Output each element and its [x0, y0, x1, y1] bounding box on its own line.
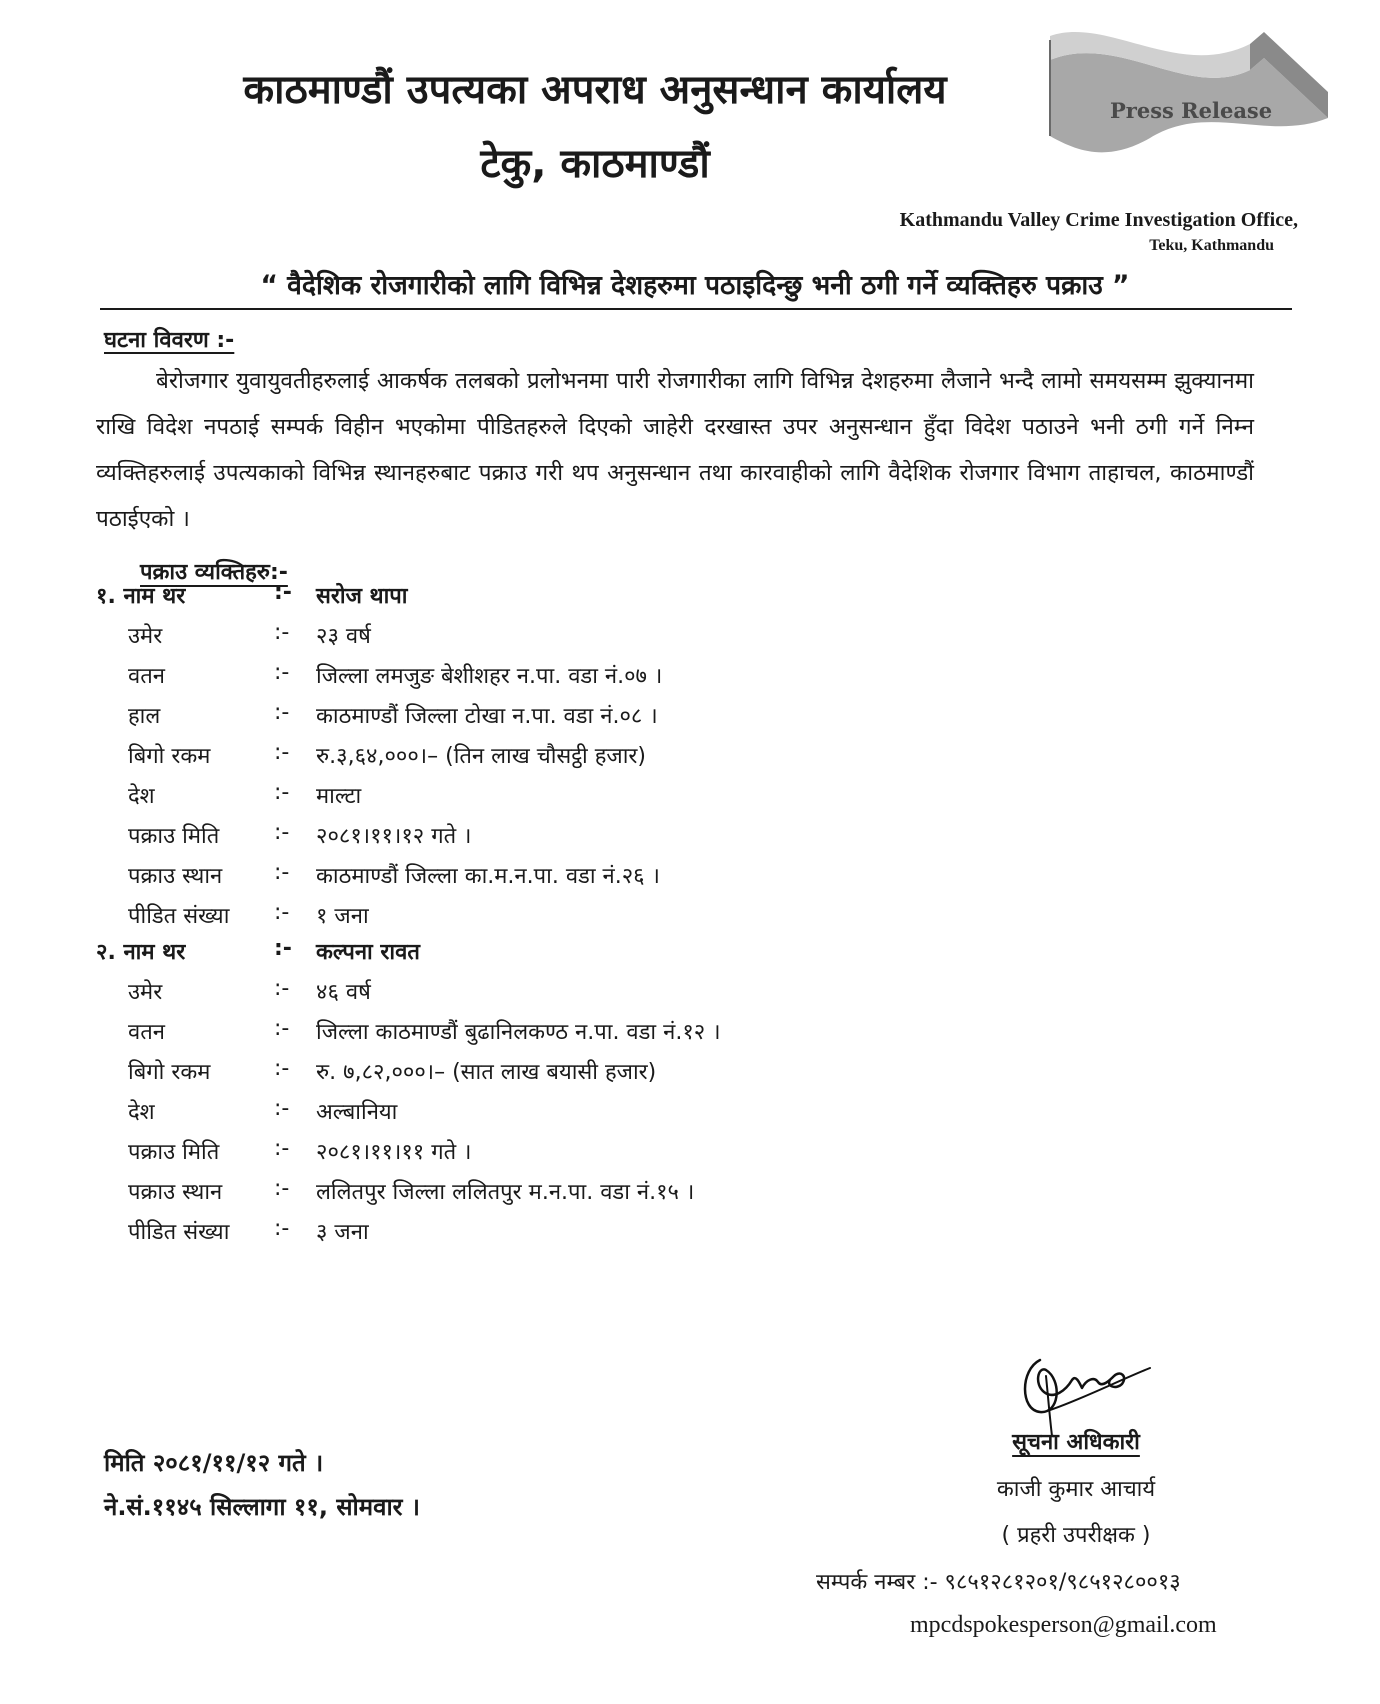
field-label: वतन: [128, 664, 165, 689]
separator: :-: [274, 580, 292, 605]
handwritten-signature: [1010, 1340, 1160, 1440]
headline: “ वैदेशिक रोजगारीको लागि विभिन्न देशहरुमा पठाइदिन्छु भनी ठगी गर्ने व्यक्तिहरु पक्राउ ”: [260, 270, 1130, 301]
person-2-name: कल्पना रावत: [316, 940, 420, 965]
separator: :-: [274, 780, 290, 805]
person-1-amount-row: [0, 740, 1300, 780]
separator: :-: [274, 620, 290, 645]
field-value: अल्बानिया: [316, 1100, 398, 1125]
separator: :-: [274, 860, 290, 885]
officer-name: काजी कुमार आचार्य: [996, 1477, 1156, 1502]
field-value: ३ जना: [316, 1220, 369, 1245]
field-value: माल्टा: [316, 784, 362, 809]
field-label: बिगो रकम: [128, 1060, 211, 1085]
field-label: उमेर: [128, 624, 163, 649]
separator: :-: [274, 936, 292, 961]
field-value: २०८१।११।१२ गते ।: [316, 824, 472, 849]
separator: :-: [274, 1136, 290, 1161]
person-1-age-row: [0, 620, 1300, 660]
field-value: रु.३,६४,०००।– (तिन लाख चौसट्ठी हजार): [316, 744, 647, 769]
separator: :-: [274, 820, 290, 845]
person-2-victim-count-row: [0, 1216, 1300, 1256]
field-label: उमेर: [128, 980, 163, 1005]
incident-text: बेरोजगार युवायुवतीहरुलाई आकर्षक तलबको प्रलोभनमा पारी रोजगारीका लागि विभिन्न देशहरुमा लैजाने भन्दै लामो समयसम्म झुक्यानमा राखि विदेश नपठाई सम्पर्क विहीन भएकोमा पीडितहरुले दिएको जाहेरी दरखास्त उपर अनुसन्धान हुँदा विदेश पठाउने भनी ठगी गर्ने निम्न व्यक्तिहरुलाई उपत्यकाको विभिन्न स्थानहरुबाट पक्राउ गरी थप अनुसन्धान तथा कारवाहीको लागि वैदेशिक रोजगार विभाग ताहाचल, काठमाण्डौं पठाईएको ।: [96, 368, 1254, 532]
person-1-name-label: १. नाम थर: [96, 584, 186, 609]
press-release-label: Press Release: [1110, 98, 1273, 123]
separator: :-: [274, 660, 290, 685]
contact-numbers: सम्पर्क नम्बर :- ९८५१२८१२०१/९८५१२८००१३: [816, 1570, 1181, 1595]
person-2-amount-row: [0, 1056, 1300, 1096]
headline-underline: [100, 308, 1292, 310]
field-value: रु. ७,८२,०००।– (सात लाख बयासी हजार): [316, 1060, 657, 1085]
person-1-country-row: [0, 780, 1300, 820]
office-location-np: टेकु, काठमाण्डौं: [480, 141, 710, 187]
field-label: पीडित संख्या: [128, 904, 230, 929]
person-2-arrest-place-row: [0, 1176, 1300, 1216]
office-name-en: Kathmandu Valley Crime Investigation Office,: [899, 209, 1298, 231]
field-label: पक्राउ स्थान: [128, 864, 223, 889]
contact-email: mpcdspokesperson@gmail.com: [910, 1612, 1217, 1638]
field-value: ४६ वर्ष: [316, 980, 371, 1005]
field-value: २०८१।११।११ गते ।: [316, 1140, 472, 1165]
nepal-sambat-date: ने.सं.११४५ सिल्लागा ११, सोमवार ।: [104, 1493, 420, 1521]
separator: :-: [274, 1176, 290, 1201]
person-1-current-address-row: [0, 700, 1300, 740]
release-date: मिति २०८१/११/१२ गते ।: [104, 1449, 324, 1477]
separator: :-: [274, 1216, 290, 1241]
person-2-name-label: २. नाम थर: [96, 940, 186, 965]
person-1-name: सरोज थापा: [316, 584, 408, 609]
person-1-victim-count-row: [0, 900, 1300, 940]
separator: :-: [274, 1096, 290, 1121]
person-2-age-row: [0, 976, 1300, 1016]
field-label: वतन: [128, 1020, 165, 1045]
field-label: देश: [128, 784, 155, 809]
person-2-arrest-date-row: [0, 1136, 1300, 1176]
arrested-persons-label: पक्राउ व्यक्तिहरु:-: [140, 560, 288, 585]
field-label: बिगो रकम: [128, 744, 211, 769]
field-label: पक्राउ मिति: [128, 1140, 220, 1165]
office-location-en: Teku, Kathmandu: [1149, 237, 1274, 254]
separator: :-: [274, 700, 290, 725]
field-value: ललितपुर जिल्ला ललितपुर म.न.पा. वडा नं.१५ ।: [316, 1180, 695, 1205]
field-value: १ जना: [316, 904, 369, 929]
separator: :-: [274, 976, 290, 1001]
separator: :-: [274, 740, 290, 765]
information-officer-title: सूचना अधिकारी: [1012, 1430, 1140, 1455]
person-1-name-row: [0, 580, 1300, 620]
person-2-country-row: [0, 1096, 1300, 1136]
person-1-arrest-date-row: [0, 820, 1300, 860]
field-label: पक्राउ स्थान: [128, 1180, 223, 1205]
separator: :-: [274, 1016, 290, 1041]
field-value: काठमाण्डौं जिल्ला का.म.न.पा. वडा नं.२६ ।: [316, 864, 660, 889]
field-label: पीडित संख्या: [128, 1220, 230, 1245]
separator: :-: [274, 900, 290, 925]
person-1-arrest-place-row: [0, 860, 1300, 900]
field-value: जिल्ला लमजुङ बेशीशहर न.पा. वडा नं.०७ ।: [316, 664, 663, 689]
officer-rank: ( प्रहरी उपरीक्षक ): [1001, 1523, 1151, 1548]
person-2-name-row: [0, 936, 1300, 976]
office-name-np: काठमाण्डौं उपत्यका अपराध अनुसन्धान कार्यालय: [243, 67, 947, 113]
field-value: जिल्ला काठमाण्डौं बुढानिलकण्ठ न.पा. वडा नं.१२ ।: [316, 1020, 721, 1045]
person-1-permanent-address-row: [0, 660, 1300, 700]
field-value: २३ वर्ष: [316, 624, 371, 649]
field-value: काठमाण्डौं जिल्ला टोखा न.पा. वडा नं.०८ ।: [316, 704, 658, 729]
field-label: देश: [128, 1100, 155, 1125]
incident-label: घटना विवरण :-: [104, 328, 235, 353]
person-2-permanent-address-row: [0, 1016, 1300, 1056]
field-label: हाल: [128, 704, 161, 729]
separator: :-: [274, 1056, 290, 1081]
field-label: पक्राउ मिति: [128, 824, 220, 849]
